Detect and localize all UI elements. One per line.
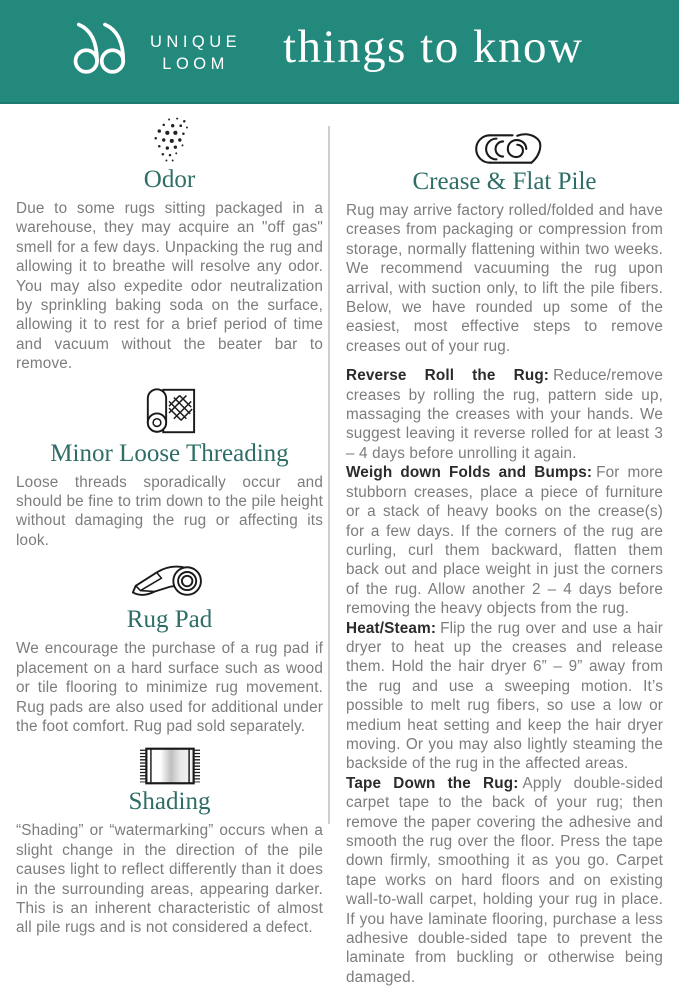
section-heading: Minor Loose Threading xyxy=(50,439,289,467)
section-body: We encourage the purchase of a rug pad if placement on a hard surface such as wood or tile flooring to minimize rug movement. Rug pads are also used for additional under the foot comfort. Rug pad sold separately. xyxy=(16,640,323,735)
unique-loom-logo-icon xyxy=(70,18,140,81)
brand-name xyxy=(150,31,241,75)
tip-heat-steam xyxy=(346,619,663,774)
tip-label: Reverse Roll the Rug: xyxy=(346,367,550,385)
section-shading xyxy=(16,746,323,937)
header-banner xyxy=(0,0,679,104)
tip-text: Apply double-sided carpet tape to the back of your rug; then remove the paper covering the adhesive and smooth the rug over the floor. Press the tape down firmly, smoothing it as you go. Carpet tape works on hard floors and on existing wall-to-wall carpet, holding your rug in place. If you have laminate flooring, purchase a less adhesive double-sided tape to prevent the laminate from buckling or otherwise being damaged. xyxy=(346,774,663,986)
section-odor xyxy=(16,116,323,374)
section-heading: Crease & Flat Pile xyxy=(412,168,597,195)
tip-text: Reduce/remove creases by rolling the rug, pattern side up, massaging the creases with your hands. We suggest leaving it reverse rolled for at least 3 – 4 days before unrolling it again. xyxy=(346,367,663,462)
section-crease-flat-pile xyxy=(346,132,663,356)
rug-pad-roll-icon xyxy=(16,560,323,604)
section-rug-pad xyxy=(16,560,323,736)
brand-line1: UNIQUE xyxy=(150,33,242,51)
tip-label: Weigh down Folds and Bumps: xyxy=(346,464,593,482)
right-column xyxy=(346,112,663,987)
page-title: things to know xyxy=(283,21,584,73)
section-body: Rug may arrive factory rolled/folded and have creases from packaging or compression from storage, normally flattening within two weeks. We recommend vacuuming the rug upon arrival, with suction only, to lift the pile fibers. Below, we have rounded up some of the easiest, most effective steps to remove creases out of your rug. xyxy=(346,202,663,355)
left-column xyxy=(16,110,323,948)
tip-weigh-down xyxy=(346,463,663,618)
section-body: Loose threads sporadically occur and should be fine to trim down to the pile height without damaging the rug or affecting its look. xyxy=(16,473,323,549)
tip-label: Tape Down the Rug: xyxy=(346,774,519,792)
column-divider xyxy=(328,126,330,824)
tip-text: Flip the rug over and use a hair dryer to heat up the creases and release them. Hold the hair dryer 6” – 9” away from the rug and use a sweeping motion. It’s possible to melt rug fibers, so use a low or medium heat setting and keep the hair dryer moving. Or you may also lightly steaming the backside of the rug in the affected areas. xyxy=(346,619,663,773)
section-body: “Shading” or “watermarking” occurs when a slight change in the direction of the pile causes light to reflect differently than it does in the surrounding areas, appearing darker. This is an inherent characteristic of almost all pile rugs and is not considered a defect. xyxy=(16,822,323,937)
section-heading: Rug Pad xyxy=(126,606,213,634)
section-body: Due to some rugs sitting packaged in a warehouse, they may acquire an "off gas" smell for a few days. Unpacking the rug and allowing it to breathe will resolve any odor. You may also expedite odor neutralization by sprinkling baking soda on the surface, allowing it to rest for a brief period of time and vacuum without the beater bar to remove. xyxy=(16,200,323,373)
rolled-rug-threads-icon xyxy=(16,384,323,438)
section-heading: Shading xyxy=(128,788,211,816)
section-heading: Odor xyxy=(143,166,196,193)
tip-tape-down xyxy=(346,774,663,987)
tip-text: For more stubborn creases, place a piece of furniture or a stack of heavy books on the crease(s) for a few days. If the corners of the rug are curling, curl them backward, flatten them back out and place weight in just the corners of the rug. Allow another 2 – 4 days before removing the heavy objects from the rug. xyxy=(346,464,664,618)
brand-line2: LOOM xyxy=(162,55,229,73)
creased-roll-icon xyxy=(346,132,663,166)
section-minor-loose-threading xyxy=(16,384,323,551)
shaded-rug-icon xyxy=(16,746,323,786)
tip-reverse-roll xyxy=(346,366,663,463)
tip-label: Heat/Steam: xyxy=(346,619,437,637)
odor-specks-icon xyxy=(16,116,323,164)
